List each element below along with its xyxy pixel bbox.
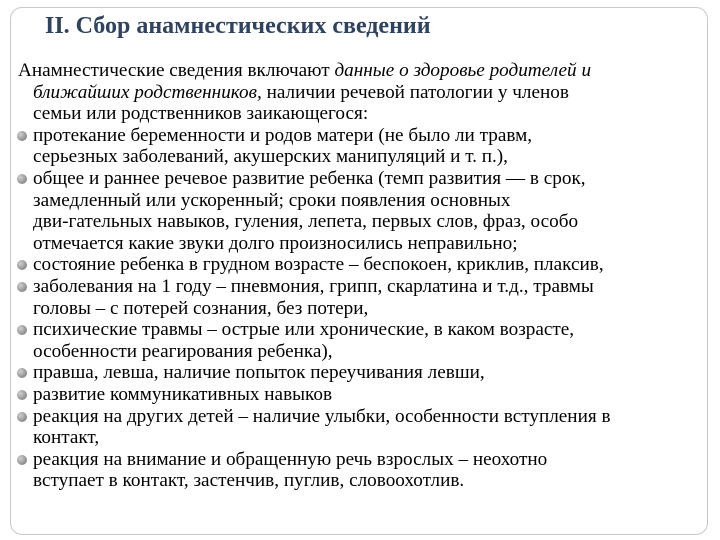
bullet-text-line: реакция на других детей – наличие улыбки, особенности вступления в <box>33 405 611 427</box>
slide-content <box>18 60 714 492</box>
intro-line-3: семьи или родственников заикающегося: <box>33 103 369 125</box>
bullet-icon <box>17 174 27 184</box>
bullet-text-line: правша, левша, наличие попыток переучивания левши, <box>33 362 485 384</box>
bullet-text-line: протекание беременности и родов матери (не было ли травм, <box>33 124 533 146</box>
bullet-item <box>18 384 714 406</box>
bullet-text-line: психические травмы – острые или хронические, в каком возрасте, <box>33 319 575 341</box>
bullet-text-line: особенности реагирования ребенка), <box>33 340 333 362</box>
bullet-item <box>18 449 714 492</box>
bullet-item <box>18 319 714 362</box>
intro-paragraph <box>18 60 714 125</box>
bullet-item <box>18 254 714 276</box>
bullet-item <box>18 125 714 168</box>
bullet-text-line: замедленный или ускоренный; сроки появления основных <box>33 189 511 211</box>
bullet-text-line: головы – с потерей сознания, без потери, <box>33 297 369 319</box>
bullet-text-line: отмечается какие звуки долго произносились неправильно; <box>33 232 518 254</box>
bullet-item <box>18 276 714 319</box>
bullet-item <box>18 406 714 449</box>
intro-italic-text: данные о здоровье родителей и <box>334 60 592 81</box>
bullet-icon <box>17 260 27 270</box>
bullet-icon <box>17 455 27 465</box>
bullet-list <box>18 125 714 492</box>
bullet-icon <box>17 131 27 141</box>
bullet-icon <box>17 390 27 400</box>
bullet-text-line: дви-гательных навыков, гуления, лепета, первых слов, фраз, особо <box>33 211 579 233</box>
bullet-text-line: развитие коммуникативных навыков <box>33 383 333 405</box>
bullet-text-line: контакт, <box>33 427 100 449</box>
intro-text: наличии речевой патологии у членов <box>261 81 569 103</box>
bullet-item <box>18 168 714 254</box>
bullet-text-line: реакция на внимание и обращенную речь взрослых – неохотно <box>33 448 548 470</box>
bullet-text-line: серьезных заболеваний, акушерских манипуляций и т. п.), <box>33 146 508 168</box>
bullet-icon <box>17 368 27 378</box>
bullet-item <box>18 362 714 384</box>
intro-text: Анамнестические сведения включают <box>18 60 335 81</box>
intro-italic-text: ближайших родственников, <box>33 81 262 103</box>
bullet-icon <box>17 325 27 335</box>
intro-line-2 <box>18 82 714 104</box>
bullet-text-line: общее и раннее речевое развитие ребенка (темп развития — в срок, <box>33 167 586 189</box>
bullet-text-line: вступает в контакт, застенчив, пуглив, словоохотлив. <box>33 470 465 492</box>
slide-title: II. Сбор анамнестических сведений <box>45 13 431 39</box>
intro-line-1 <box>18 60 714 82</box>
bullet-icon <box>17 282 27 292</box>
bullet-icon <box>17 412 27 422</box>
bullet-text-line: состояние ребенка в грудном возрасте – беспокоен, криклив, плаксив, <box>33 254 604 276</box>
bullet-text-line: заболевания на 1 году – пневмония, грипп, скарлатина и т.д., травмы <box>33 275 594 297</box>
